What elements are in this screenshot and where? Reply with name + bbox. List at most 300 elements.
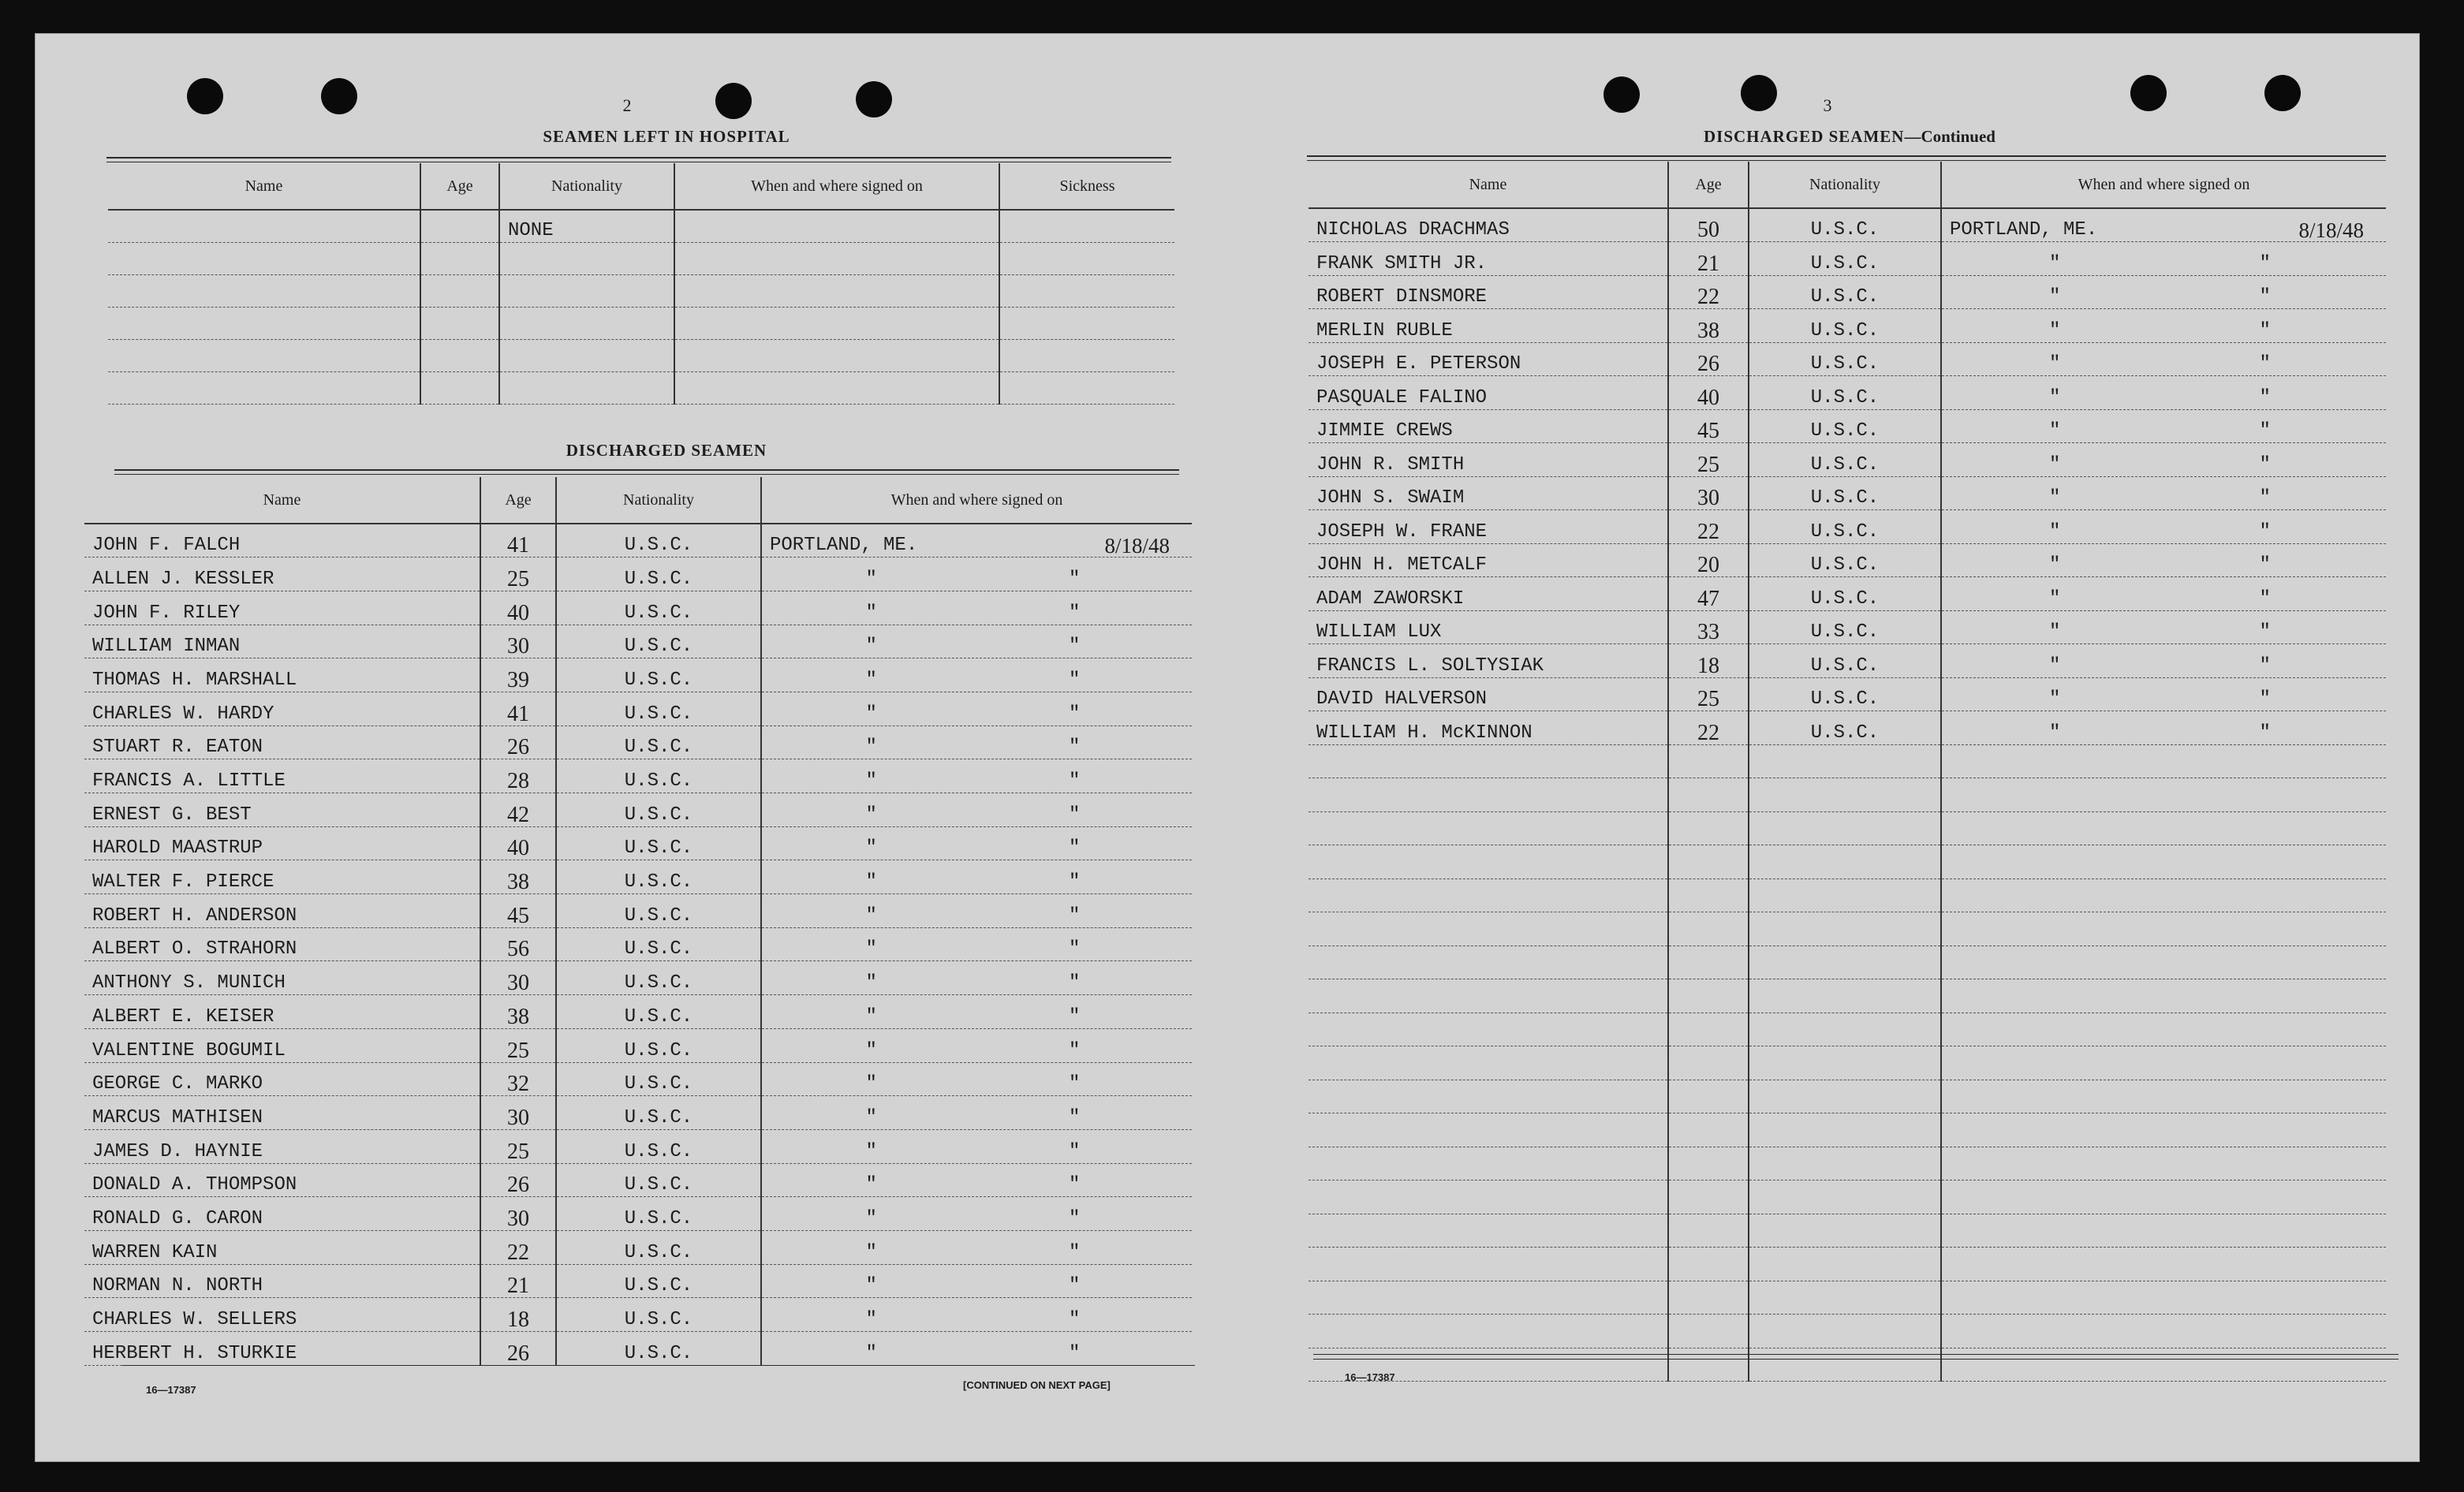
cell-age: 56 (480, 927, 556, 961)
cell-age: 39 (480, 658, 556, 692)
cell-age (1668, 1214, 1749, 1248)
signed-on-place: " (2049, 252, 2061, 274)
signed-on-date: " (2259, 655, 2271, 677)
table-header-row (1309, 162, 2386, 208)
cell-signed-on (1941, 878, 2386, 912)
signed-on-date: " (1069, 972, 1081, 994)
cell-age: 41 (480, 692, 556, 725)
cell-age (1668, 946, 1749, 979)
discharged-table (84, 477, 1192, 1366)
signed-on-place: " (2049, 453, 2061, 476)
cell-nationality (1749, 1046, 1941, 1080)
page-number-right: 3 (1823, 95, 1832, 115)
signed-on-place: " (865, 770, 877, 792)
cell-nationality (1749, 778, 1941, 812)
cell-name: NORMAN N. NORTH (84, 1264, 480, 1298)
signed-on-place: " (865, 871, 877, 893)
signed-on-place: " (2049, 353, 2061, 375)
table-row (1309, 510, 2386, 544)
signed-on-place: " (2049, 688, 2061, 710)
cell-name (1309, 1113, 1668, 1147)
hospital-section-title: SEAMEN LEFT IN HOSPITAL (543, 127, 790, 146)
divider (114, 469, 1179, 471)
cell-age (1668, 979, 1749, 1013)
cell-signed-on (1941, 1080, 2386, 1113)
cell-signed-on (1941, 242, 2386, 276)
table-row (1309, 1315, 2386, 1348)
cell-signed-on (761, 625, 1192, 658)
signed-on-date: " (1069, 703, 1081, 725)
cell-signed-on (761, 725, 1192, 759)
cell-nationality: U.S.C. (556, 1062, 761, 1096)
section-title-text: DISCHARGED SEAMEN (1704, 127, 1905, 146)
cell-signed-on (1941, 744, 2386, 778)
cell-age: 45 (1668, 409, 1749, 443)
table-row (108, 339, 1174, 371)
cell-age: 40 (480, 826, 556, 860)
cell-nationality: U.S.C. (1749, 409, 1941, 443)
signed-on-date: " (1069, 905, 1081, 927)
signed-on-place: " (865, 1174, 877, 1196)
table-row (84, 658, 1192, 692)
signed-on-place: " (2049, 621, 2061, 643)
cell-name: HERBERT H. STURKIE (84, 1332, 480, 1366)
cell-age (1668, 778, 1749, 812)
cell-signed-on (1941, 1046, 2386, 1080)
cell-nationality: U.S.C. (1749, 610, 1941, 644)
cell-name (1309, 1181, 1668, 1214)
column-header-nationality: Nationality (1749, 162, 1941, 208)
signed-on-place: " (2049, 420, 2061, 442)
cell-age: 50 (1668, 208, 1749, 242)
signed-on-place: " (865, 972, 877, 994)
signed-on-date: " (1069, 1073, 1081, 1095)
cell-age: 21 (480, 1264, 556, 1298)
cell-age: 26 (480, 1163, 556, 1197)
signed-on-date: " (2259, 386, 2271, 408)
cell-nationality (499, 339, 674, 371)
cell-nationality (1749, 1248, 1941, 1281)
cell-age (1668, 1013, 1749, 1046)
continued-note: [CONTINUED ON NEXT PAGE] (963, 1379, 1111, 1391)
cell-signed-on (1941, 275, 2386, 309)
cell-age (420, 210, 499, 242)
cell-signed-on (761, 995, 1192, 1029)
cell-name: JIMMIE CREWS (1309, 409, 1668, 443)
signed-on-place: " (2049, 587, 2061, 610)
cell-nationality (1749, 912, 1941, 946)
signed-on-date: " (1069, 1309, 1081, 1330)
cell-nationality: U.S.C. (556, 1298, 761, 1332)
cell-age: 38 (480, 995, 556, 1029)
cell-signed-on (1941, 1214, 2386, 1248)
cell-nationality: U.S.C. (556, 524, 761, 558)
cell-name: NICHOLAS DRACHMAS (1309, 208, 1668, 242)
signed-on-date: " (2259, 487, 2271, 509)
cell-nationality (1749, 1147, 1941, 1181)
column-header-name: Name (1309, 162, 1668, 208)
divider (106, 157, 1171, 159)
cell-signed-on (1941, 510, 2386, 544)
cell-name: JOHN S. SWAIM (1309, 476, 1668, 510)
punch-hole (2130, 75, 2167, 111)
cell-age: 21 (1668, 242, 1749, 276)
column-header-age: Age (480, 477, 556, 524)
cell-nationality: U.S.C. (1749, 577, 1941, 611)
cell-name: WILLIAM LUX (1309, 610, 1668, 644)
table-row (1309, 242, 2386, 276)
cell-nationality: U.S.C. (556, 860, 761, 894)
cell-sickness (999, 371, 1174, 404)
signed-on-date: " (1069, 1039, 1081, 1061)
cell-age: 18 (480, 1298, 556, 1332)
cell-signed-on (1941, 1315, 2386, 1348)
table-row (84, 995, 1192, 1029)
cell-nationality: U.S.C. (1749, 644, 1941, 678)
divider (114, 474, 1179, 475)
cell-name (108, 210, 420, 242)
punch-hole (856, 81, 892, 117)
cell-age (1668, 1113, 1749, 1147)
cell-age: 22 (1668, 510, 1749, 544)
table-row (84, 1163, 1192, 1197)
signed-on-place: " (2049, 722, 2061, 744)
cell-age (1668, 1181, 1749, 1214)
signed-on-place: " (865, 602, 877, 624)
signed-on-place: " (2049, 554, 2061, 576)
signed-on-date: " (1069, 669, 1081, 691)
cell-age: 38 (480, 860, 556, 894)
cell-name: PASQUALE FALINO (1309, 376, 1668, 410)
cell-age (420, 242, 499, 274)
discharged-section-title: DISCHARGED SEAMEN (566, 441, 767, 460)
cell-nationality: U.S.C. (556, 826, 761, 860)
cell-age: 38 (1668, 309, 1749, 343)
cell-nationality: U.S.C. (1749, 443, 1941, 477)
cell-signed-on (761, 826, 1192, 860)
cell-signed-on (1941, 1013, 2386, 1046)
table-row (84, 625, 1192, 658)
cell-signed-on (1941, 309, 2386, 343)
cell-nationality: U.S.C. (556, 1332, 761, 1366)
table-header-row (108, 163, 1174, 210)
table-row (1309, 979, 2386, 1013)
cell-nationality: U.S.C. (556, 995, 761, 1029)
signed-on-date: " (2259, 319, 2271, 341)
table-row (84, 692, 1192, 725)
cell-name (108, 242, 420, 274)
cell-nationality: U.S.C. (1749, 309, 1941, 343)
table-row (108, 242, 1174, 274)
document-sheet (35, 33, 2420, 1462)
cell-age (1668, 1080, 1749, 1113)
cell-name (1309, 845, 1668, 879)
cell-nationality (499, 371, 674, 404)
table-row (84, 1062, 1192, 1096)
column-header-nationality: Nationality (556, 477, 761, 524)
signed-on-date: " (1069, 1140, 1081, 1162)
signed-on-place: " (2049, 520, 2061, 543)
cell-nationality: U.S.C. (556, 961, 761, 995)
table-row (1309, 443, 2386, 477)
cell-age: 32 (480, 1062, 556, 1096)
cell-name: THOMAS H. MARSHALL (84, 658, 480, 692)
cell-signed-on (1941, 1113, 2386, 1147)
signed-on-date: " (1069, 804, 1081, 826)
signed-on-date: " (2259, 286, 2271, 308)
column-header-signed-on: When and where signed on (674, 163, 999, 210)
cell-signed-on (1941, 979, 2386, 1013)
table-row (1309, 1181, 2386, 1214)
cell-signed-on (761, 860, 1192, 894)
cell-name: WALTER F. PIERCE (84, 860, 480, 894)
cell-signed-on (1941, 208, 2386, 242)
column-header-age: Age (1668, 162, 1749, 208)
cell-signed-on (1941, 946, 2386, 979)
cell-signed-on (761, 1028, 1192, 1062)
signed-on-place: PORTLAND, ME. (1950, 219, 2098, 241)
table-row (1309, 677, 2386, 711)
signed-on-place: " (2049, 655, 2061, 677)
table-row (1309, 1214, 2386, 1248)
cell-age: 25 (1668, 443, 1749, 477)
table-row (1309, 1147, 2386, 1181)
cell-signed-on (761, 1264, 1192, 1298)
cell-nationality: U.S.C. (1749, 376, 1941, 410)
cell-signed-on (761, 524, 1192, 558)
cell-nationality: U.S.C. (556, 759, 761, 793)
cell-name: RONALD G. CARON (84, 1197, 480, 1231)
cell-name (1309, 1248, 1668, 1281)
table-row (84, 759, 1192, 793)
cell-nationality: U.S.C. (556, 793, 761, 827)
cell-signed-on (1941, 1348, 2386, 1382)
cell-age (1668, 811, 1749, 845)
cell-age: 33 (1668, 610, 1749, 644)
cell-signed-on (1941, 677, 2386, 711)
signed-on-date: 8/18/48 (2298, 218, 2364, 242)
cell-signed-on (674, 242, 999, 274)
signed-on-place: " (2049, 319, 2061, 341)
table-row (1309, 1113, 2386, 1147)
cell-signed-on (761, 558, 1192, 591)
table-row (84, 894, 1192, 928)
cell-signed-on (761, 591, 1192, 625)
signed-on-date: " (1069, 770, 1081, 792)
cell-signed-on (761, 1230, 1192, 1264)
cell-signed-on (1941, 1281, 2386, 1315)
table-row (1309, 1080, 2386, 1113)
cell-age (420, 274, 499, 307)
cell-nationality (1749, 1013, 1941, 1046)
cell-nationality: U.S.C. (556, 894, 761, 928)
cell-nationality (1749, 1348, 1941, 1382)
cell-name (108, 339, 420, 371)
signed-on-place: " (865, 703, 877, 725)
cell-name (1309, 979, 1668, 1013)
hospital-table (108, 163, 1174, 405)
cell-name: WILLIAM H. McKINNON (1309, 711, 1668, 745)
cell-signed-on (1941, 1248, 2386, 1281)
cell-age (1668, 1248, 1749, 1281)
cell-age (1668, 744, 1749, 778)
cell-signed-on (674, 371, 999, 404)
cell-name (1309, 778, 1668, 812)
table-row (1309, 409, 2386, 443)
signed-on-place: " (865, 837, 877, 860)
signed-on-date: " (2259, 587, 2271, 610)
divider (122, 1365, 1195, 1366)
table-row (1309, 1348, 2386, 1382)
signed-on-place: " (2049, 487, 2061, 509)
cell-name: CHARLES W. HARDY (84, 692, 480, 725)
signed-on-place: " (865, 636, 877, 658)
signed-on-place: " (865, 1106, 877, 1128)
table-row (1309, 208, 2386, 242)
table-row (1309, 644, 2386, 678)
cell-nationality (499, 307, 674, 339)
cell-age (1668, 878, 1749, 912)
signed-on-place: " (865, 1275, 877, 1297)
cell-name (1309, 912, 1668, 946)
table-row (108, 274, 1174, 307)
table-row (84, 1298, 1192, 1332)
cell-nationality: U.S.C. (556, 1129, 761, 1163)
table-row (1309, 811, 2386, 845)
table-row (1309, 376, 2386, 410)
cell-name (108, 274, 420, 307)
cell-nationality (1749, 1281, 1941, 1315)
cell-signed-on (674, 307, 999, 339)
discharged-continued-table (1309, 162, 2386, 1382)
cell-signed-on (1941, 577, 2386, 611)
cell-signed-on (1941, 912, 2386, 946)
cell-nationality (1749, 744, 1941, 778)
cell-nationality (1749, 1214, 1941, 1248)
signed-on-place: " (2049, 286, 2061, 308)
cell-nationality (1749, 811, 1941, 845)
cell-name: JOHN F. RILEY (84, 591, 480, 625)
cell-signed-on (761, 1332, 1192, 1366)
cell-name: ROBERT DINSMORE (1309, 275, 1668, 309)
cell-name: WILLIAM INMAN (84, 625, 480, 658)
cell-nationality: U.S.C. (1749, 476, 1941, 510)
cell-age (1668, 912, 1749, 946)
cell-nationality: U.S.C. (1749, 242, 1941, 276)
signed-on-date: " (2259, 353, 2271, 375)
cell-signed-on (1941, 409, 2386, 443)
cell-signed-on (761, 692, 1192, 725)
cell-name: DONALD A. THOMPSON (84, 1163, 480, 1197)
signed-on-place: " (865, 1342, 877, 1364)
cell-name: JOSEPH E. PETERSON (1309, 342, 1668, 376)
cell-signed-on (761, 1163, 1192, 1197)
cell-name: ANTHONY S. MUNICH (84, 961, 480, 995)
cell-name: ALBERT O. STRAHORN (84, 927, 480, 961)
form-number-right: 16—17387 (1345, 1371, 1395, 1383)
cell-signed-on (761, 658, 1192, 692)
cell-name (1309, 744, 1668, 778)
cell-age: 22 (480, 1230, 556, 1264)
cell-nationality (499, 274, 674, 307)
cell-name: ALLEN J. KESSLER (84, 558, 480, 591)
cell-nationality: U.S.C. (556, 927, 761, 961)
signed-on-place: " (865, 1207, 877, 1229)
cell-age: 30 (480, 961, 556, 995)
cell-name (108, 307, 420, 339)
cell-signed-on (761, 1062, 1192, 1096)
cell-nationality (499, 242, 674, 274)
cell-age: 18 (1668, 644, 1749, 678)
cell-nationality (1749, 946, 1941, 979)
signed-on-place: " (865, 568, 877, 590)
cell-signed-on (761, 894, 1192, 928)
cell-name (1309, 1315, 1668, 1348)
signed-on-place: " (865, 1039, 877, 1061)
signed-on-date: " (1069, 871, 1081, 893)
table-row (84, 1332, 1192, 1366)
table-row (84, 524, 1192, 558)
signed-on-date: " (2259, 420, 2271, 442)
cell-age: 22 (1668, 275, 1749, 309)
table-row (108, 210, 1174, 242)
signed-on-place: " (865, 1140, 877, 1162)
cell-signed-on (1941, 443, 2386, 477)
divider (1307, 160, 2386, 161)
table-row (84, 1129, 1192, 1163)
table-row (1309, 912, 2386, 946)
cell-name: JOHN F. FALCH (84, 524, 480, 558)
divider (1313, 1359, 2399, 1360)
punch-hole (1603, 76, 1640, 113)
cell-name: FRANCIS A. LITTLE (84, 759, 480, 793)
cell-age: 20 (1668, 543, 1749, 577)
cell-nationality: U.S.C. (556, 1197, 761, 1231)
signed-on-date: " (1069, 1207, 1081, 1229)
cell-name (1309, 1281, 1668, 1315)
cell-name: ROBERT H. ANDERSON (84, 894, 480, 928)
cell-name: HAROLD MAASTRUP (84, 826, 480, 860)
table-row (1309, 778, 2386, 812)
cell-nationality: U.S.C. (556, 1028, 761, 1062)
cell-nationality: U.S.C. (1749, 543, 1941, 577)
signed-on-date: " (1069, 1174, 1081, 1196)
cell-signed-on (1941, 543, 2386, 577)
signed-on-place: " (2049, 386, 2061, 408)
table-row (1309, 946, 2386, 979)
signed-on-place: " (865, 737, 877, 759)
cell-signed-on (761, 759, 1192, 793)
cell-age: 25 (480, 1129, 556, 1163)
cell-nationality: U.S.C. (1749, 677, 1941, 711)
cell-age: 26 (1668, 342, 1749, 376)
signed-on-place: " (865, 938, 877, 960)
signed-on-place: " (865, 669, 877, 691)
table-row (108, 371, 1174, 404)
cell-signed-on (1941, 342, 2386, 376)
cell-signed-on (761, 1096, 1192, 1130)
cell-nationality: NONE (499, 210, 674, 242)
cell-name (1309, 878, 1668, 912)
signed-on-date: " (2259, 520, 2271, 543)
table-row (1309, 610, 2386, 644)
table-row (84, 591, 1192, 625)
cell-age (1668, 1147, 1749, 1181)
cell-name (1309, 1147, 1668, 1181)
column-header-sickness: Sickness (999, 163, 1174, 210)
cell-name: JOHN H. METCALF (1309, 543, 1668, 577)
cell-name (1309, 1013, 1668, 1046)
